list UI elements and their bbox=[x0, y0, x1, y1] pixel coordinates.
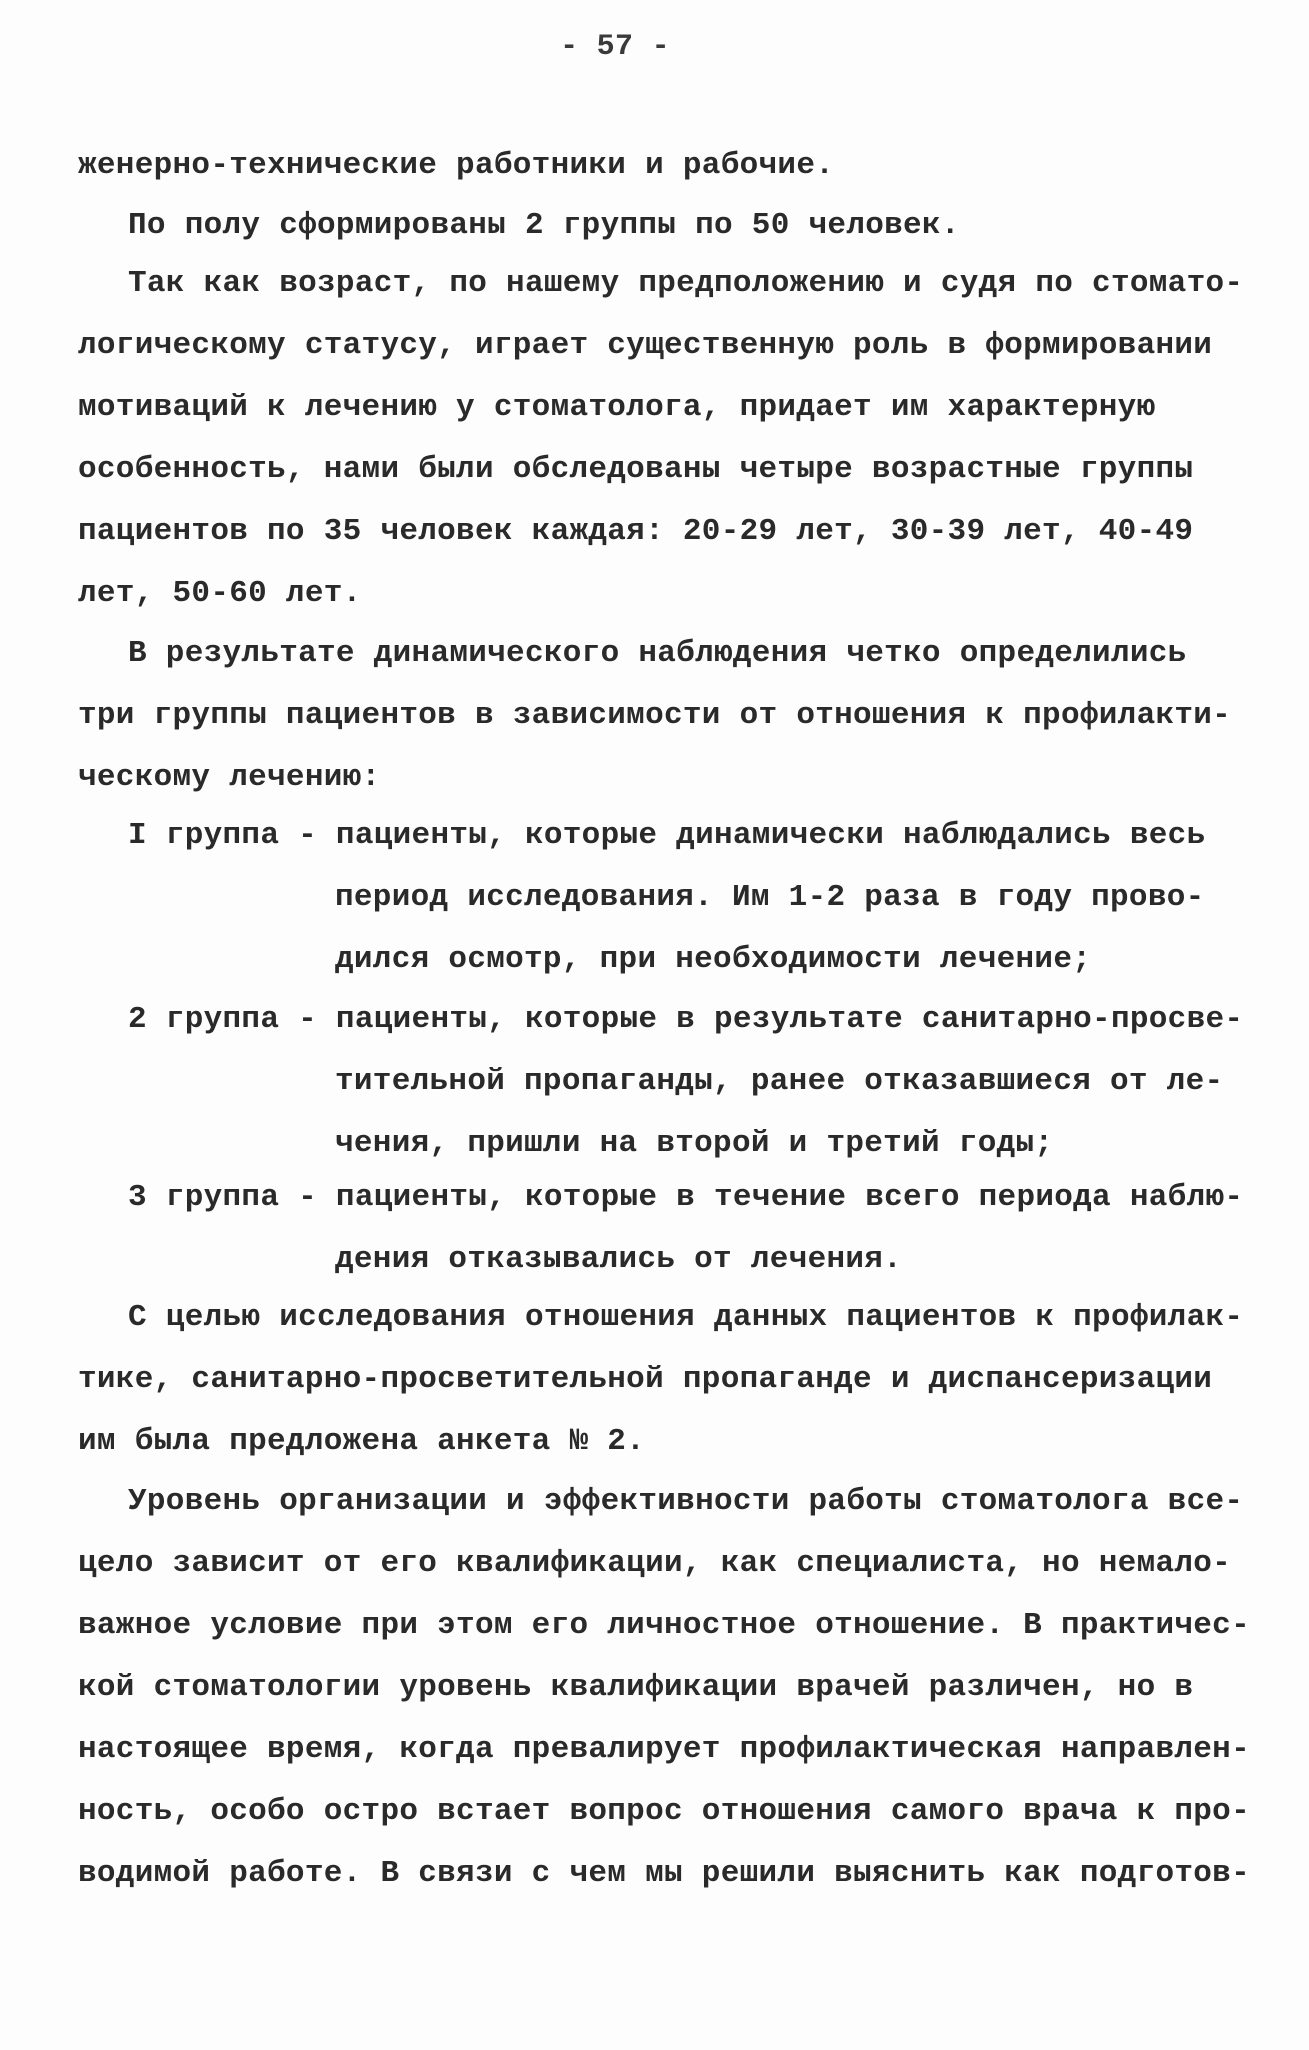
page-number: - 57 - bbox=[560, 30, 670, 64]
text-line: лет, 50-60 лет. bbox=[78, 576, 362, 611]
group-2-line: тительной пропаганды, ранее отказавшиеся от ле- bbox=[335, 1064, 1224, 1099]
group-2-line: чения, пришли на второй и третий годы; bbox=[335, 1126, 1054, 1161]
group-2-line: 2 группа - пациенты, которые в результате санитарно-просве- bbox=[128, 1002, 1244, 1037]
text-line: женерно-технические работники и рабочие. bbox=[78, 148, 835, 183]
group-3-line: 3 группа - пациенты, которые в течение всего периода наблю- bbox=[128, 1180, 1244, 1215]
text-line: ческому лечению: bbox=[78, 760, 381, 795]
text-line: особенность, нами были обследованы четыре возрастные группы bbox=[78, 452, 1194, 487]
text-line: кой стоматологии уровень квалификации врачей различен, но в bbox=[78, 1670, 1194, 1705]
text-line: три группы пациентов в зависимости от отношения к профилакти- bbox=[78, 698, 1232, 733]
text-line: По полу сформированы 2 группы по 50 человек. bbox=[128, 208, 960, 243]
text-line: Так как возраст, по нашему предположению и судя по стомато- bbox=[128, 266, 1244, 301]
text-line: водимой работе. В связи с чем мы решили выяснить как подготов- bbox=[78, 1856, 1250, 1891]
group-3-line: дения отказывались от лечения. bbox=[335, 1242, 903, 1277]
group-1-line: I группа - пациенты, которые динамически наблюдались весь bbox=[128, 818, 1206, 853]
text-line: настоящее время, когда превалирует профилактическая направлен- bbox=[78, 1732, 1250, 1767]
text-line: С целью исследования отношения данных пациентов к профилак- bbox=[128, 1300, 1244, 1335]
text-line: важное условие при этом его личностное отношение. В практичес- bbox=[78, 1608, 1250, 1643]
text-line: тике, санитарно-просветительной пропаганде и диспансеризации bbox=[78, 1362, 1213, 1397]
text-line: Уровень организации и эффективности работы стоматолога все- bbox=[128, 1484, 1244, 1519]
text-line: цело зависит от его квалификации, как специалиста, но немало- bbox=[78, 1546, 1232, 1581]
text-line: им была предложена анкета № 2. bbox=[78, 1424, 646, 1459]
text-line: логическому статусу, играет существенную роль в формировании bbox=[78, 328, 1213, 363]
text-line: ность, особо остро встает вопрос отношения самого врача к про- bbox=[78, 1794, 1250, 1829]
group-1-line: дился осмотр, при необходимости лечение; bbox=[335, 942, 1092, 977]
text-line: пациентов по 35 человек каждая: 20-29 лет, 30-39 лет, 40-49 bbox=[78, 514, 1194, 549]
group-1-line: период исследования. Им 1-2 раза в году прово- bbox=[335, 880, 1205, 915]
text-line: В результате динамического наблюдения четко определились bbox=[128, 636, 1187, 671]
text-line: мотиваций к лечению у стоматолога, придает им характерную bbox=[78, 390, 1156, 425]
